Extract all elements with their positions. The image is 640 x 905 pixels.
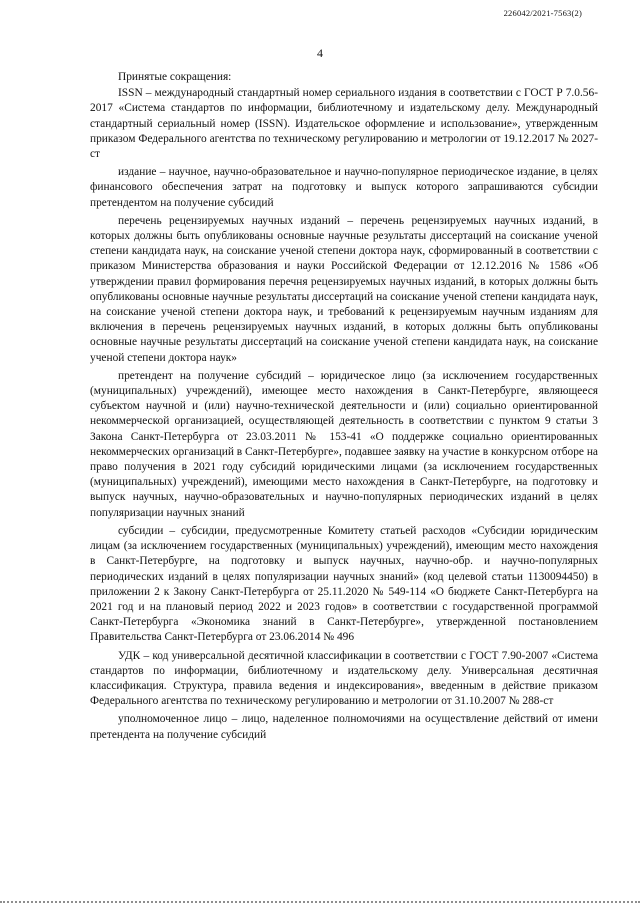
definition-upolnomochennoe-lico: уполномоченное лицо – лицо, наделенное полномочиями на осуществление действий от имени претендента на получение субсидий [90,713,598,741]
page-number: 4 [317,46,323,60]
definition-issn: ISSN – международный стандартный номер сериального издания в соответствии с ГОСТ Р 7.0.56-2017 «Система стандартов по информации, библиотечному и издательскому делу. Международный стандартный сериальный номер (ISSN). Издательское оформление и использование», утвержденным приказом Федерального агентства по техническому регулированию и метрологии от 19.12.2017 № 2027-ст [90,87,598,161]
definition-subsidii: субсидии – субсидии, предусмотренные Комитету статьей расходов «Субсидии юридическим лицам (за исключением государственных (муниципальных) учреждений), имеющим место нахождения в Санкт-Петербурге, на подготовку и выпуск научных, научно-обр. и научно-популярных периодических изданий в целях популяризации научных знаний» (код целевой статьи 1130094450) в приложении 2 к Закону Санкт-Петербурга от 25.11.2020 № 549-114 «О бюджете Санкт-Петербурга на 2021 год и на плановый период 2022 и 2023 годов» в соответствии с государственной программой Санкт-Петербурга «Экономика знаний в Санкт-Петербурге», утвержденной постановлением Правительства Санкт-Петербурга от 23.06.2014 № 496 [90,524,598,644]
section-heading: Принятые сокращения: [118,71,232,83]
scan-edge-artifact [0,895,640,903]
definition-udk: УДК – код универсальной десятичной классификации в соответствии с ГОСТ 7.90-2007 «Система стандартов по информации, библиотечному и издательскому делу. Универсальная десятичная классификация. Структура, правила ведения и индексирования», введенным в действие приказом Федерального агентства по техническому регулированию и метрологии от 31.10.2007 № 288-ст [90,649,598,708]
document-body [90,70,598,746]
document-id: 226042/2021-7563(2) [503,8,582,18]
definition-pretendent: претендент на получение субсидий – юридическое лицо (за исключением государственных (муниципальных) учреждений), имеющее место нахождения в Санкт-Петербурге, являющееся субъектом научной и (или) научно-технической деятельности и (или) социально ориентированной некоммерческой организацией, осуществляющей деятельность в соответствии с пунктом 9 статьи 3 Закона Санкт-Петербурга от 23.03.2011 № 153-41 «О поддержке социально ориентированных некоммерческих организаций в Санкт-Петербурге», подавшее заявку на участие в конкурсном отборе на право получения в 2021 году субсидий юридическими лицами (за исключением государственных (муниципальных) учреждений), имеющими место нахождения в Санкт-Петербурге, на подготовку и выпуск научных, научно-образовательных и научно-популярных периодических изданий в целях популяризации научных знаний [90,369,598,519]
definition-izdanie: издание – научное, научно-образовательное и научно-популярное периодическое издание, в целях финансового обеспечения затрат на подготовку и выпуск которого запрашиваются субсидии претендентом на получение субсидий [90,166,598,209]
definition-perechen: перечень рецензируемых научных изданий – перечень рецензируемых научных изданий, в которых должны быть опубликованы основные научные результаты диссертаций на соискание ученой степени кандидата наук, на соискание ученой степени доктора наук, сформированный в соответствии с приказом Министерства образования и науки Российской Федерации от 12.12.2016 № 1586 «Об утверждении правил формирования перечня рецензируемых научных изданий, в которых должны быть опубликованы основные научные результаты диссертаций на соискание ученой степени кандидата наук, на соискание ученой степени доктора наук, и требований к рецензируемым научным изданиям для включения в перечень рецензируемых научных изданий, в которых должны быть опубликованы основные научные результаты диссертаций на соискание ученой степени кандидата наук, на соискание ученой степени доктора наук» [90,214,598,364]
